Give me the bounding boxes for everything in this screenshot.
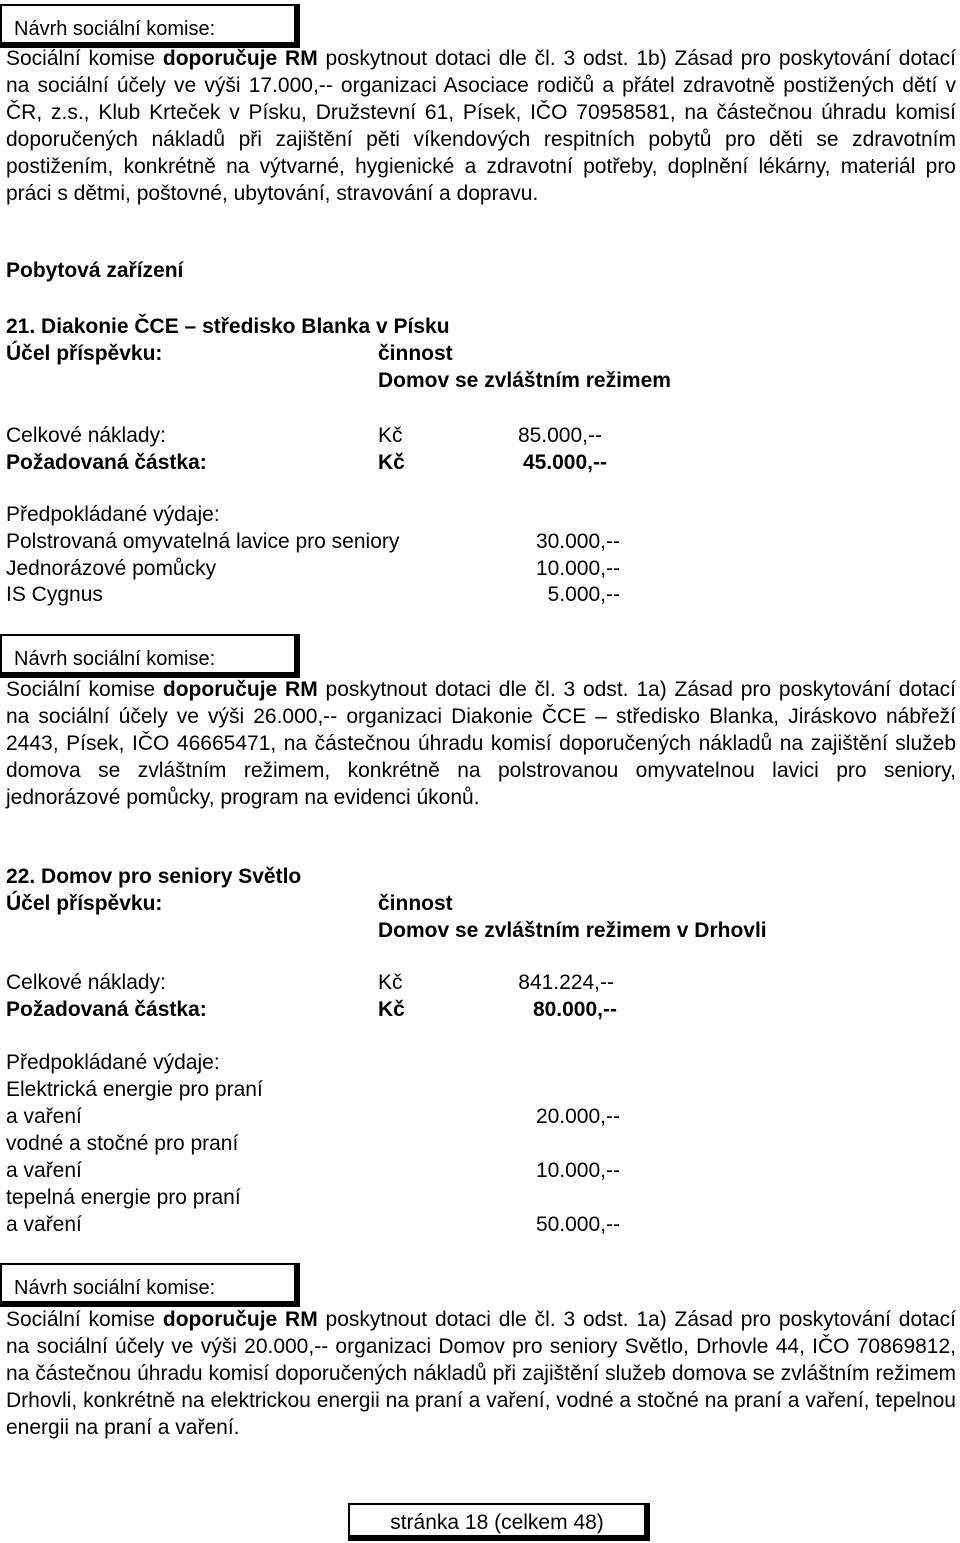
item-21-ucel-label: Účel příspěvku: — [6, 342, 163, 365]
item-22-vydaje-label: Předpokládané výdaje: — [6, 1051, 220, 1074]
page-number-label: stránka 18 (celkem 48) — [390, 1511, 604, 1534]
item-22-navrh-label: Návrh sociální komise: — [14, 1277, 216, 1299]
item-22-navrh-box — [0, 1263, 300, 1307]
item-21-vydaje-label: Předpokládané výdaje: — [6, 503, 220, 526]
item-22-celkove-label: Celkové náklady: — [6, 971, 166, 994]
item-21-vydaj-amount: 30.000,-- — [535, 530, 620, 553]
item-22-recommendation-paragraph: Sociální komise doporučuje RM poskytnout dotaci dle čl. 3 odst. 1a) Zásad pro poskytování dotací na sociální účely ve výši 20.000,-- organizaci Domov pro seniory Světlo, Drhovle 44, IČO 70869812, na částečnou úhradu komisí doporučených nákladů při zajištění služeb domova se zvláštním režimem Drhovli, konkrétně na elektrickou energii na praní a vaření, vodné a stočné na praní a vaření, tepelnou energii na praní a vaření. — [6, 1308, 956, 1439]
item-21-celkove-label: Celkové náklady: — [6, 424, 166, 447]
item-22-pozadovana-currency: Kč — [378, 998, 405, 1021]
item-22-vydaj-line1: vodné a stočné pro praní — [6, 1132, 239, 1155]
navrh-komise-box — [0, 4, 300, 48]
item-22-vydaj-line1: tepelná energie pro praní — [6, 1186, 241, 1209]
item-22-title: 22. Domov pro seniory Světlo — [6, 865, 302, 888]
item-22-vydaj-line2: a vaření — [6, 1213, 82, 1236]
item-22-vydaj-amount: 20.000,-- — [535, 1105, 620, 1128]
item-21-vydaj-amount: 5.000,-- — [547, 583, 620, 606]
item-22-ucel-label: Účel příspěvku: — [6, 892, 163, 915]
item-22-vydaj-line2: a vaření — [6, 1105, 82, 1128]
item-21-navrh-box — [0, 634, 300, 678]
item-21-recommendation-paragraph: Sociální komise doporučuje RM poskytnout dotaci dle čl. 3 odst. 1a) Zásad pro poskytování dotací na sociální účely ve výši 26.000,-- organizaci Diakonie ČCE – středisko Blanka, Jiráskovo nábřeží 2443, Písek, IČO 46665471, na částečnou úhradu komisí doporučených nákladů na zajištění služeb domova se zvláštním režimem, konkrétně na polstrovanou omyvatelnou lavici pro seniory, jednorázové pomůcky, program na evidenci úkonů. — [6, 678, 956, 809]
item-21-pozadovana-value: 45.000,-- — [522, 451, 607, 474]
item-21-celkove-value: 85.000,-- — [517, 424, 602, 447]
navrh-komise-label: Návrh sociální komise: — [14, 18, 216, 40]
item-21-vydaj-label: Jednorázové pomůcky — [6, 557, 217, 580]
item-22-pozadovana-label: Požadovaná částka: — [6, 998, 207, 1021]
item-22-celkove-currency: Kč — [378, 971, 403, 994]
item-21-vydaj-label: IS Cygnus — [6, 583, 103, 606]
item-21-title: 21. Diakonie ČCE – středisko Blanka v Písku — [6, 315, 450, 338]
item-22-vydaj-amount: 10.000,-- — [535, 1159, 620, 1182]
item-22-vydaj-line2: a vaření — [6, 1159, 82, 1182]
item-21-ucel-value2: Domov se zvláštním režimem — [378, 369, 671, 392]
item-22-ucel-value: činnost — [378, 892, 453, 915]
item-22-vydaj-line1: Elektrická energie pro praní — [6, 1078, 263, 1101]
item-22-pozadovana-value: 80.000,-- — [532, 998, 617, 1021]
item-21-pozadovana-label: Požadovaná částka: — [6, 451, 207, 474]
item-21-vydaj-amount: 10.000,-- — [535, 557, 620, 580]
section-heading: Pobytová zařízení — [6, 259, 184, 282]
item-21-pozadovana-currency: Kč — [378, 451, 405, 474]
item-21-navrh-label: Návrh sociální komise: — [14, 648, 216, 670]
item-22-celkove-value: 841.224,-- — [518, 971, 614, 994]
item-22-vydaj-amount: 50.000,-- — [535, 1213, 620, 1236]
recommendation-paragraph-top: Sociální komise doporučuje RM poskytnout dotaci dle čl. 3 odst. 1b) Zásad pro poskytování dotací na sociální účely ve výši 17.000,-- organizaci Asociace rodičů a přátel zdravotně postižených dětí v ČR, z.s., Klub Krteček v Písku, Družstevní 61, Písek, IČO 70958581, na částečnou úhradu komisí doporučených nákladů při zajištění pěti víkendových respitních pobytů pro děti se zdravotním postižením, konkrétně na výtvarné, hygienické a zdravotní potřeby, doplnění lékárny, materiál pro práci s dětmi, poštovné, ubytování, stravování a dopravu. — [6, 47, 956, 205]
item-21-vydaj-label: Polstrovaná omyvatelná lavice pro seniory — [6, 530, 400, 553]
item-21-celkove-currency: Kč — [378, 424, 403, 447]
item-22-ucel-value2: Domov se zvláštním režimem v Drhovli — [378, 919, 767, 942]
page-number-box — [348, 1503, 650, 1541]
item-21-ucel-value: činnost — [378, 342, 453, 365]
